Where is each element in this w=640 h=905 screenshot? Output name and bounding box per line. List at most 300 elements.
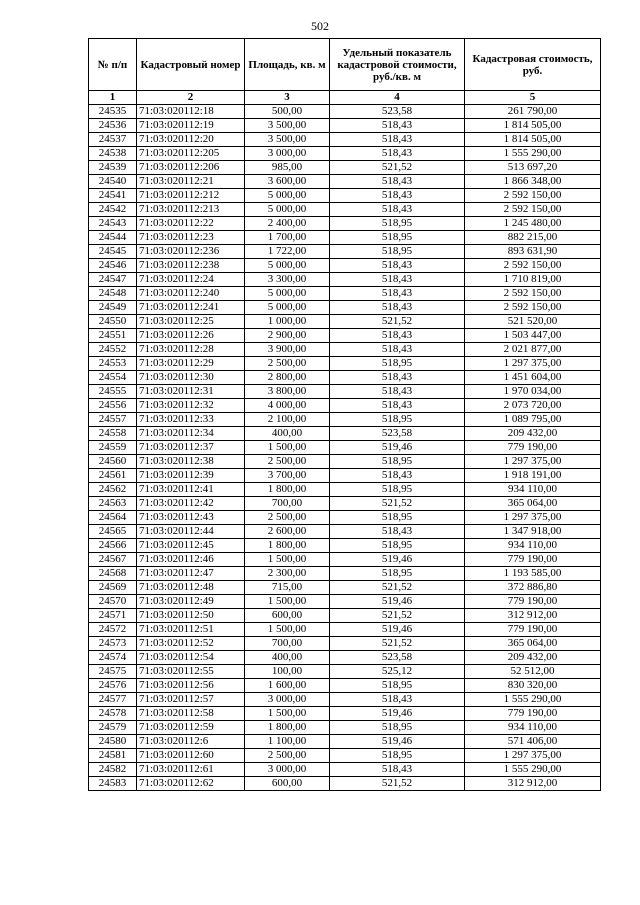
unit-value: 518,95	[330, 749, 465, 763]
cadastral-number: 71:03:020112:18	[137, 105, 245, 119]
row-number: 24563	[89, 497, 137, 511]
row-number: 24579	[89, 721, 137, 735]
row-number: 24546	[89, 259, 137, 273]
table-row	[89, 147, 601, 161]
area: 1 000,00	[245, 315, 330, 329]
row-number: 24541	[89, 189, 137, 203]
cadastral-number: 71:03:020112:22	[137, 217, 245, 231]
table-row	[89, 763, 601, 777]
cadastral-value: 1 503 447,00	[465, 329, 601, 343]
table-row	[89, 203, 601, 217]
area: 600,00	[245, 609, 330, 623]
area: 3 700,00	[245, 469, 330, 483]
table-row	[89, 539, 601, 553]
row-number: 24582	[89, 763, 137, 777]
table-row	[89, 385, 601, 399]
row-number: 24556	[89, 399, 137, 413]
table-row	[89, 357, 601, 371]
row-number: 24571	[89, 609, 137, 623]
cadastral-number: 71:03:020112:29	[137, 357, 245, 371]
area: 3 300,00	[245, 273, 330, 287]
header-cadastral-number: Кадастровый номер	[137, 39, 245, 91]
table-row	[89, 665, 601, 679]
unit-value: 518,43	[330, 259, 465, 273]
unit-value: 519,46	[330, 735, 465, 749]
cadastral-number: 71:03:020112:43	[137, 511, 245, 525]
cadastral-value: 934 110,00	[465, 721, 601, 735]
cadastral-number: 71:03:020112:23	[137, 231, 245, 245]
table-row	[89, 483, 601, 497]
cadastral-value: 779 190,00	[465, 595, 601, 609]
row-number: 24547	[89, 273, 137, 287]
unit-value: 525,12	[330, 665, 465, 679]
area: 5 000,00	[245, 203, 330, 217]
cadastral-number: 71:03:020112:19	[137, 119, 245, 133]
column-number: 1	[89, 91, 137, 105]
cadastral-value: 2 021 877,00	[465, 343, 601, 357]
cadastral-value: 893 631,90	[465, 245, 601, 259]
row-number: 24558	[89, 427, 137, 441]
cadastral-value: 52 512,00	[465, 665, 601, 679]
row-number: 24564	[89, 511, 137, 525]
area: 700,00	[245, 497, 330, 511]
area: 400,00	[245, 651, 330, 665]
cadastral-number: 71:03:020112:42	[137, 497, 245, 511]
area: 5 000,00	[245, 189, 330, 203]
cadastral-number: 71:03:020112:240	[137, 287, 245, 301]
cadastral-value: 1 245 480,00	[465, 217, 601, 231]
cadastral-number: 71:03:020112:41	[137, 483, 245, 497]
table-row	[89, 735, 601, 749]
cadastral-value: 513 697,20	[465, 161, 601, 175]
unit-value: 518,43	[330, 329, 465, 343]
table-row	[89, 441, 601, 455]
row-number: 24540	[89, 175, 137, 189]
cadastral-number: 71:03:020112:54	[137, 651, 245, 665]
table-row	[89, 525, 601, 539]
unit-value: 518,43	[330, 175, 465, 189]
unit-value: 519,46	[330, 441, 465, 455]
unit-value: 518,95	[330, 357, 465, 371]
unit-value: 518,95	[330, 455, 465, 469]
cadastral-value: 1 297 375,00	[465, 749, 601, 763]
cadastral-number: 71:03:020112:238	[137, 259, 245, 273]
area: 5 000,00	[245, 259, 330, 273]
table-row	[89, 217, 601, 231]
table-row	[89, 161, 601, 175]
cadastral-number: 71:03:020112:39	[137, 469, 245, 483]
table-row	[89, 567, 601, 581]
unit-value: 518,43	[330, 189, 465, 203]
cadastral-number: 71:03:020112:55	[137, 665, 245, 679]
unit-value: 518,43	[330, 287, 465, 301]
table-row	[89, 455, 601, 469]
cadastral-value: 261 790,00	[465, 105, 601, 119]
cadastral-number: 71:03:020112:57	[137, 693, 245, 707]
area: 1 722,00	[245, 245, 330, 259]
table-row	[89, 329, 601, 343]
unit-value: 521,52	[330, 497, 465, 511]
row-number: 24568	[89, 567, 137, 581]
unit-value: 521,52	[330, 161, 465, 175]
unit-value: 518,43	[330, 525, 465, 539]
area: 1 800,00	[245, 539, 330, 553]
unit-value: 519,46	[330, 707, 465, 721]
table-row	[89, 777, 601, 791]
unit-value: 518,43	[330, 693, 465, 707]
cadastral-value: 2 592 150,00	[465, 301, 601, 315]
cadastral-number: 71:03:020112:236	[137, 245, 245, 259]
unit-value: 518,43	[330, 399, 465, 413]
cadastral-number: 71:03:020112:60	[137, 749, 245, 763]
row-number: 24536	[89, 119, 137, 133]
area: 1 800,00	[245, 483, 330, 497]
table-row	[89, 399, 601, 413]
unit-value: 518,95	[330, 483, 465, 497]
column-number: 5	[465, 91, 601, 105]
cadastral-number: 71:03:020112:50	[137, 609, 245, 623]
row-number: 24578	[89, 707, 137, 721]
table-row	[89, 301, 601, 315]
area: 1 500,00	[245, 623, 330, 637]
column-number: 3	[245, 91, 330, 105]
area: 5 000,00	[245, 287, 330, 301]
cadastral-value: 1 710 819,00	[465, 273, 601, 287]
cadastral-number: 71:03:020112:56	[137, 679, 245, 693]
area: 2 900,00	[245, 329, 330, 343]
table-row	[89, 707, 601, 721]
table-row	[89, 427, 601, 441]
table-row	[89, 693, 601, 707]
cadastral-value: 1 297 375,00	[465, 357, 601, 371]
unit-value: 523,58	[330, 427, 465, 441]
table-row	[89, 273, 601, 287]
cadastral-number: 71:03:020112:205	[137, 147, 245, 161]
unit-value: 518,43	[330, 119, 465, 133]
row-number: 24550	[89, 315, 137, 329]
row-number: 24577	[89, 693, 137, 707]
cadastral-number: 71:03:020112:31	[137, 385, 245, 399]
unit-value: 519,46	[330, 553, 465, 567]
cadastral-number: 71:03:020112:47	[137, 567, 245, 581]
table-row	[89, 651, 601, 665]
table-row	[89, 413, 601, 427]
area: 500,00	[245, 105, 330, 119]
cadastral-value: 209 432,00	[465, 651, 601, 665]
table-row	[89, 595, 601, 609]
cadastral-value: 521 520,00	[465, 315, 601, 329]
row-number: 24555	[89, 385, 137, 399]
cadastral-number: 71:03:020112:20	[137, 133, 245, 147]
cadastral-value: 571 406,00	[465, 735, 601, 749]
row-number: 24570	[89, 595, 137, 609]
cadastral-number: 71:03:020112:212	[137, 189, 245, 203]
area: 600,00	[245, 777, 330, 791]
table-row	[89, 679, 601, 693]
unit-value: 521,52	[330, 315, 465, 329]
table-row	[89, 287, 601, 301]
area: 1 100,00	[245, 735, 330, 749]
cadastral-value: 1 918 191,00	[465, 469, 601, 483]
area: 2 500,00	[245, 511, 330, 525]
cadastral-number: 71:03:020112:46	[137, 553, 245, 567]
area: 1 600,00	[245, 679, 330, 693]
unit-value: 518,43	[330, 343, 465, 357]
header-area: Площадь, кв. м	[245, 39, 330, 91]
cadastral-value: 312 912,00	[465, 777, 601, 791]
unit-value: 518,95	[330, 217, 465, 231]
unit-value: 518,43	[330, 371, 465, 385]
cadastral-number: 71:03:020112:241	[137, 301, 245, 315]
area: 2 500,00	[245, 749, 330, 763]
cadastral-value: 1 866 348,00	[465, 175, 601, 189]
unit-value: 518,95	[330, 245, 465, 259]
cadastral-value: 779 190,00	[465, 553, 601, 567]
row-number: 24553	[89, 357, 137, 371]
row-number: 24537	[89, 133, 137, 147]
table-body	[89, 105, 601, 791]
row-number: 24565	[89, 525, 137, 539]
table-row	[89, 245, 601, 259]
cadastral-number: 71:03:020112:58	[137, 707, 245, 721]
area: 100,00	[245, 665, 330, 679]
cadastral-value: 1 193 585,00	[465, 567, 601, 581]
table-row	[89, 371, 601, 385]
cadastral-number: 71:03:020112:37	[137, 441, 245, 455]
unit-value: 523,58	[330, 105, 465, 119]
cadastral-value: 1 347 918,00	[465, 525, 601, 539]
row-number: 24566	[89, 539, 137, 553]
table-row	[89, 231, 601, 245]
cadastral-value: 2 592 150,00	[465, 259, 601, 273]
row-number: 24538	[89, 147, 137, 161]
cadastral-value: 1 297 375,00	[465, 455, 601, 469]
unit-value: 521,52	[330, 637, 465, 651]
table-row	[89, 637, 601, 651]
unit-value: 518,95	[330, 679, 465, 693]
cadastral-value: 1 814 505,00	[465, 133, 601, 147]
table-row	[89, 553, 601, 567]
unit-value: 519,46	[330, 595, 465, 609]
table-row	[89, 497, 601, 511]
row-number: 24573	[89, 637, 137, 651]
unit-value: 518,95	[330, 231, 465, 245]
table-row	[89, 343, 601, 357]
cadastral-number: 71:03:020112:213	[137, 203, 245, 217]
row-number: 24574	[89, 651, 137, 665]
area: 2 300,00	[245, 567, 330, 581]
row-number: 24575	[89, 665, 137, 679]
cadastral-value: 2 592 150,00	[465, 287, 601, 301]
row-number: 24552	[89, 343, 137, 357]
cadastral-number: 71:03:020112:61	[137, 763, 245, 777]
area: 3 900,00	[245, 343, 330, 357]
area: 400,00	[245, 427, 330, 441]
row-number: 24544	[89, 231, 137, 245]
area: 715,00	[245, 581, 330, 595]
unit-value: 521,52	[330, 581, 465, 595]
table-row	[89, 315, 601, 329]
cadastral-value: 1 814 505,00	[465, 119, 601, 133]
unit-value: 519,46	[330, 623, 465, 637]
area: 5 000,00	[245, 301, 330, 315]
cadastral-number: 71:03:020112:52	[137, 637, 245, 651]
area: 1 500,00	[245, 707, 330, 721]
area: 2 800,00	[245, 371, 330, 385]
cadastral-number: 71:03:020112:49	[137, 595, 245, 609]
cadastral-value: 934 110,00	[465, 483, 601, 497]
table-row	[89, 133, 601, 147]
cadastral-number: 71:03:020112:24	[137, 273, 245, 287]
cadastral-number: 71:03:020112:48	[137, 581, 245, 595]
unit-value: 518,43	[330, 469, 465, 483]
row-number: 24551	[89, 329, 137, 343]
table-row	[89, 749, 601, 763]
cadastral-value: 365 064,00	[465, 497, 601, 511]
row-number: 24554	[89, 371, 137, 385]
row-number: 24580	[89, 735, 137, 749]
cadastral-value: 830 320,00	[465, 679, 601, 693]
unit-value: 523,58	[330, 651, 465, 665]
cadastral-value: 1 297 375,00	[465, 511, 601, 525]
cadastral-value: 934 110,00	[465, 539, 601, 553]
table-row	[89, 581, 601, 595]
row-number: 24581	[89, 749, 137, 763]
cadastral-number: 71:03:020112:51	[137, 623, 245, 637]
unit-value: 518,43	[330, 763, 465, 777]
area: 3 000,00	[245, 693, 330, 707]
area: 1 500,00	[245, 595, 330, 609]
unit-value: 518,43	[330, 273, 465, 287]
cadastral-number: 71:03:020112:21	[137, 175, 245, 189]
row-number: 24543	[89, 217, 137, 231]
cadastral-value: 312 912,00	[465, 609, 601, 623]
column-number-row	[89, 91, 601, 105]
unit-value: 518,43	[330, 385, 465, 399]
area: 2 500,00	[245, 455, 330, 469]
row-number: 24583	[89, 777, 137, 791]
area: 3 600,00	[245, 175, 330, 189]
header-cadastral-value: Кадастровая стоимость, руб.	[465, 39, 601, 91]
area: 2 100,00	[245, 413, 330, 427]
column-number: 4	[330, 91, 465, 105]
area: 700,00	[245, 637, 330, 651]
area: 2 400,00	[245, 217, 330, 231]
table-row	[89, 259, 601, 273]
cadastral-value: 779 190,00	[465, 441, 601, 455]
row-number: 24561	[89, 469, 137, 483]
row-number: 24567	[89, 553, 137, 567]
cadastral-value: 1 970 034,00	[465, 385, 601, 399]
cadastral-number: 71:03:020112:38	[137, 455, 245, 469]
cadastral-number: 71:03:020112:26	[137, 329, 245, 343]
unit-value: 518,43	[330, 203, 465, 217]
table-row	[89, 609, 601, 623]
table-row	[89, 119, 601, 133]
unit-value: 518,43	[330, 301, 465, 315]
row-number: 24545	[89, 245, 137, 259]
table-row	[89, 105, 601, 119]
cadastral-value: 209 432,00	[465, 427, 601, 441]
row-number: 24548	[89, 287, 137, 301]
cadastral-value: 1 089 795,00	[465, 413, 601, 427]
cadastral-value: 1 555 290,00	[465, 693, 601, 707]
table-row	[89, 511, 601, 525]
unit-value: 518,43	[330, 133, 465, 147]
table-row	[89, 623, 601, 637]
area: 1 700,00	[245, 231, 330, 245]
area: 3 000,00	[245, 147, 330, 161]
cadastral-value: 365 064,00	[465, 637, 601, 651]
cadastral-value: 1 451 604,00	[465, 371, 601, 385]
area: 985,00	[245, 161, 330, 175]
cadastral-number: 71:03:020112:32	[137, 399, 245, 413]
row-number: 24569	[89, 581, 137, 595]
area: 3 500,00	[245, 119, 330, 133]
unit-value: 518,95	[330, 567, 465, 581]
column-number: 2	[137, 91, 245, 105]
unit-value: 518,43	[330, 147, 465, 161]
cadastral-value: 1 555 290,00	[465, 763, 601, 777]
area: 4 000,00	[245, 399, 330, 413]
cadastral-number: 71:03:020112:206	[137, 161, 245, 175]
cadastral-value: 2 592 150,00	[465, 203, 601, 217]
cadastral-value: 1 555 290,00	[465, 147, 601, 161]
row-number: 24535	[89, 105, 137, 119]
cadastral-value: 2 073 720,00	[465, 399, 601, 413]
table-row	[89, 721, 601, 735]
table-row	[89, 175, 601, 189]
area: 1 500,00	[245, 553, 330, 567]
row-number: 24576	[89, 679, 137, 693]
area: 1 500,00	[245, 441, 330, 455]
area: 3 000,00	[245, 763, 330, 777]
unit-value: 518,95	[330, 539, 465, 553]
unit-value: 521,52	[330, 777, 465, 791]
cadastral-number: 71:03:020112:33	[137, 413, 245, 427]
cadastral-number: 71:03:020112:59	[137, 721, 245, 735]
area: 1 800,00	[245, 721, 330, 735]
row-number: 24549	[89, 301, 137, 315]
table-row	[89, 189, 601, 203]
area: 2 600,00	[245, 525, 330, 539]
cadastral-value: 2 592 150,00	[465, 189, 601, 203]
cadastral-number: 71:03:020112:62	[137, 777, 245, 791]
table-header	[89, 39, 601, 105]
row-number: 24557	[89, 413, 137, 427]
area: 2 500,00	[245, 357, 330, 371]
cadastral-value: 779 190,00	[465, 707, 601, 721]
unit-value: 518,95	[330, 413, 465, 427]
cadastral-table	[88, 38, 601, 791]
cadastral-number: 71:03:020112:25	[137, 315, 245, 329]
cadastral-value: 882 215,00	[465, 231, 601, 245]
table-row	[89, 469, 601, 483]
row-number: 24542	[89, 203, 137, 217]
cadastral-number: 71:03:020112:30	[137, 371, 245, 385]
cadastral-number: 71:03:020112:45	[137, 539, 245, 553]
cadastral-value: 779 190,00	[465, 623, 601, 637]
area: 3 800,00	[245, 385, 330, 399]
row-number: 24562	[89, 483, 137, 497]
row-number: 24539	[89, 161, 137, 175]
unit-value: 518,95	[330, 511, 465, 525]
cadastral-number: 71:03:020112:6	[137, 735, 245, 749]
unit-value: 521,52	[330, 609, 465, 623]
header-number: № п/п	[89, 39, 137, 91]
cadastral-number: 71:03:020112:28	[137, 343, 245, 357]
row-number: 24559	[89, 441, 137, 455]
